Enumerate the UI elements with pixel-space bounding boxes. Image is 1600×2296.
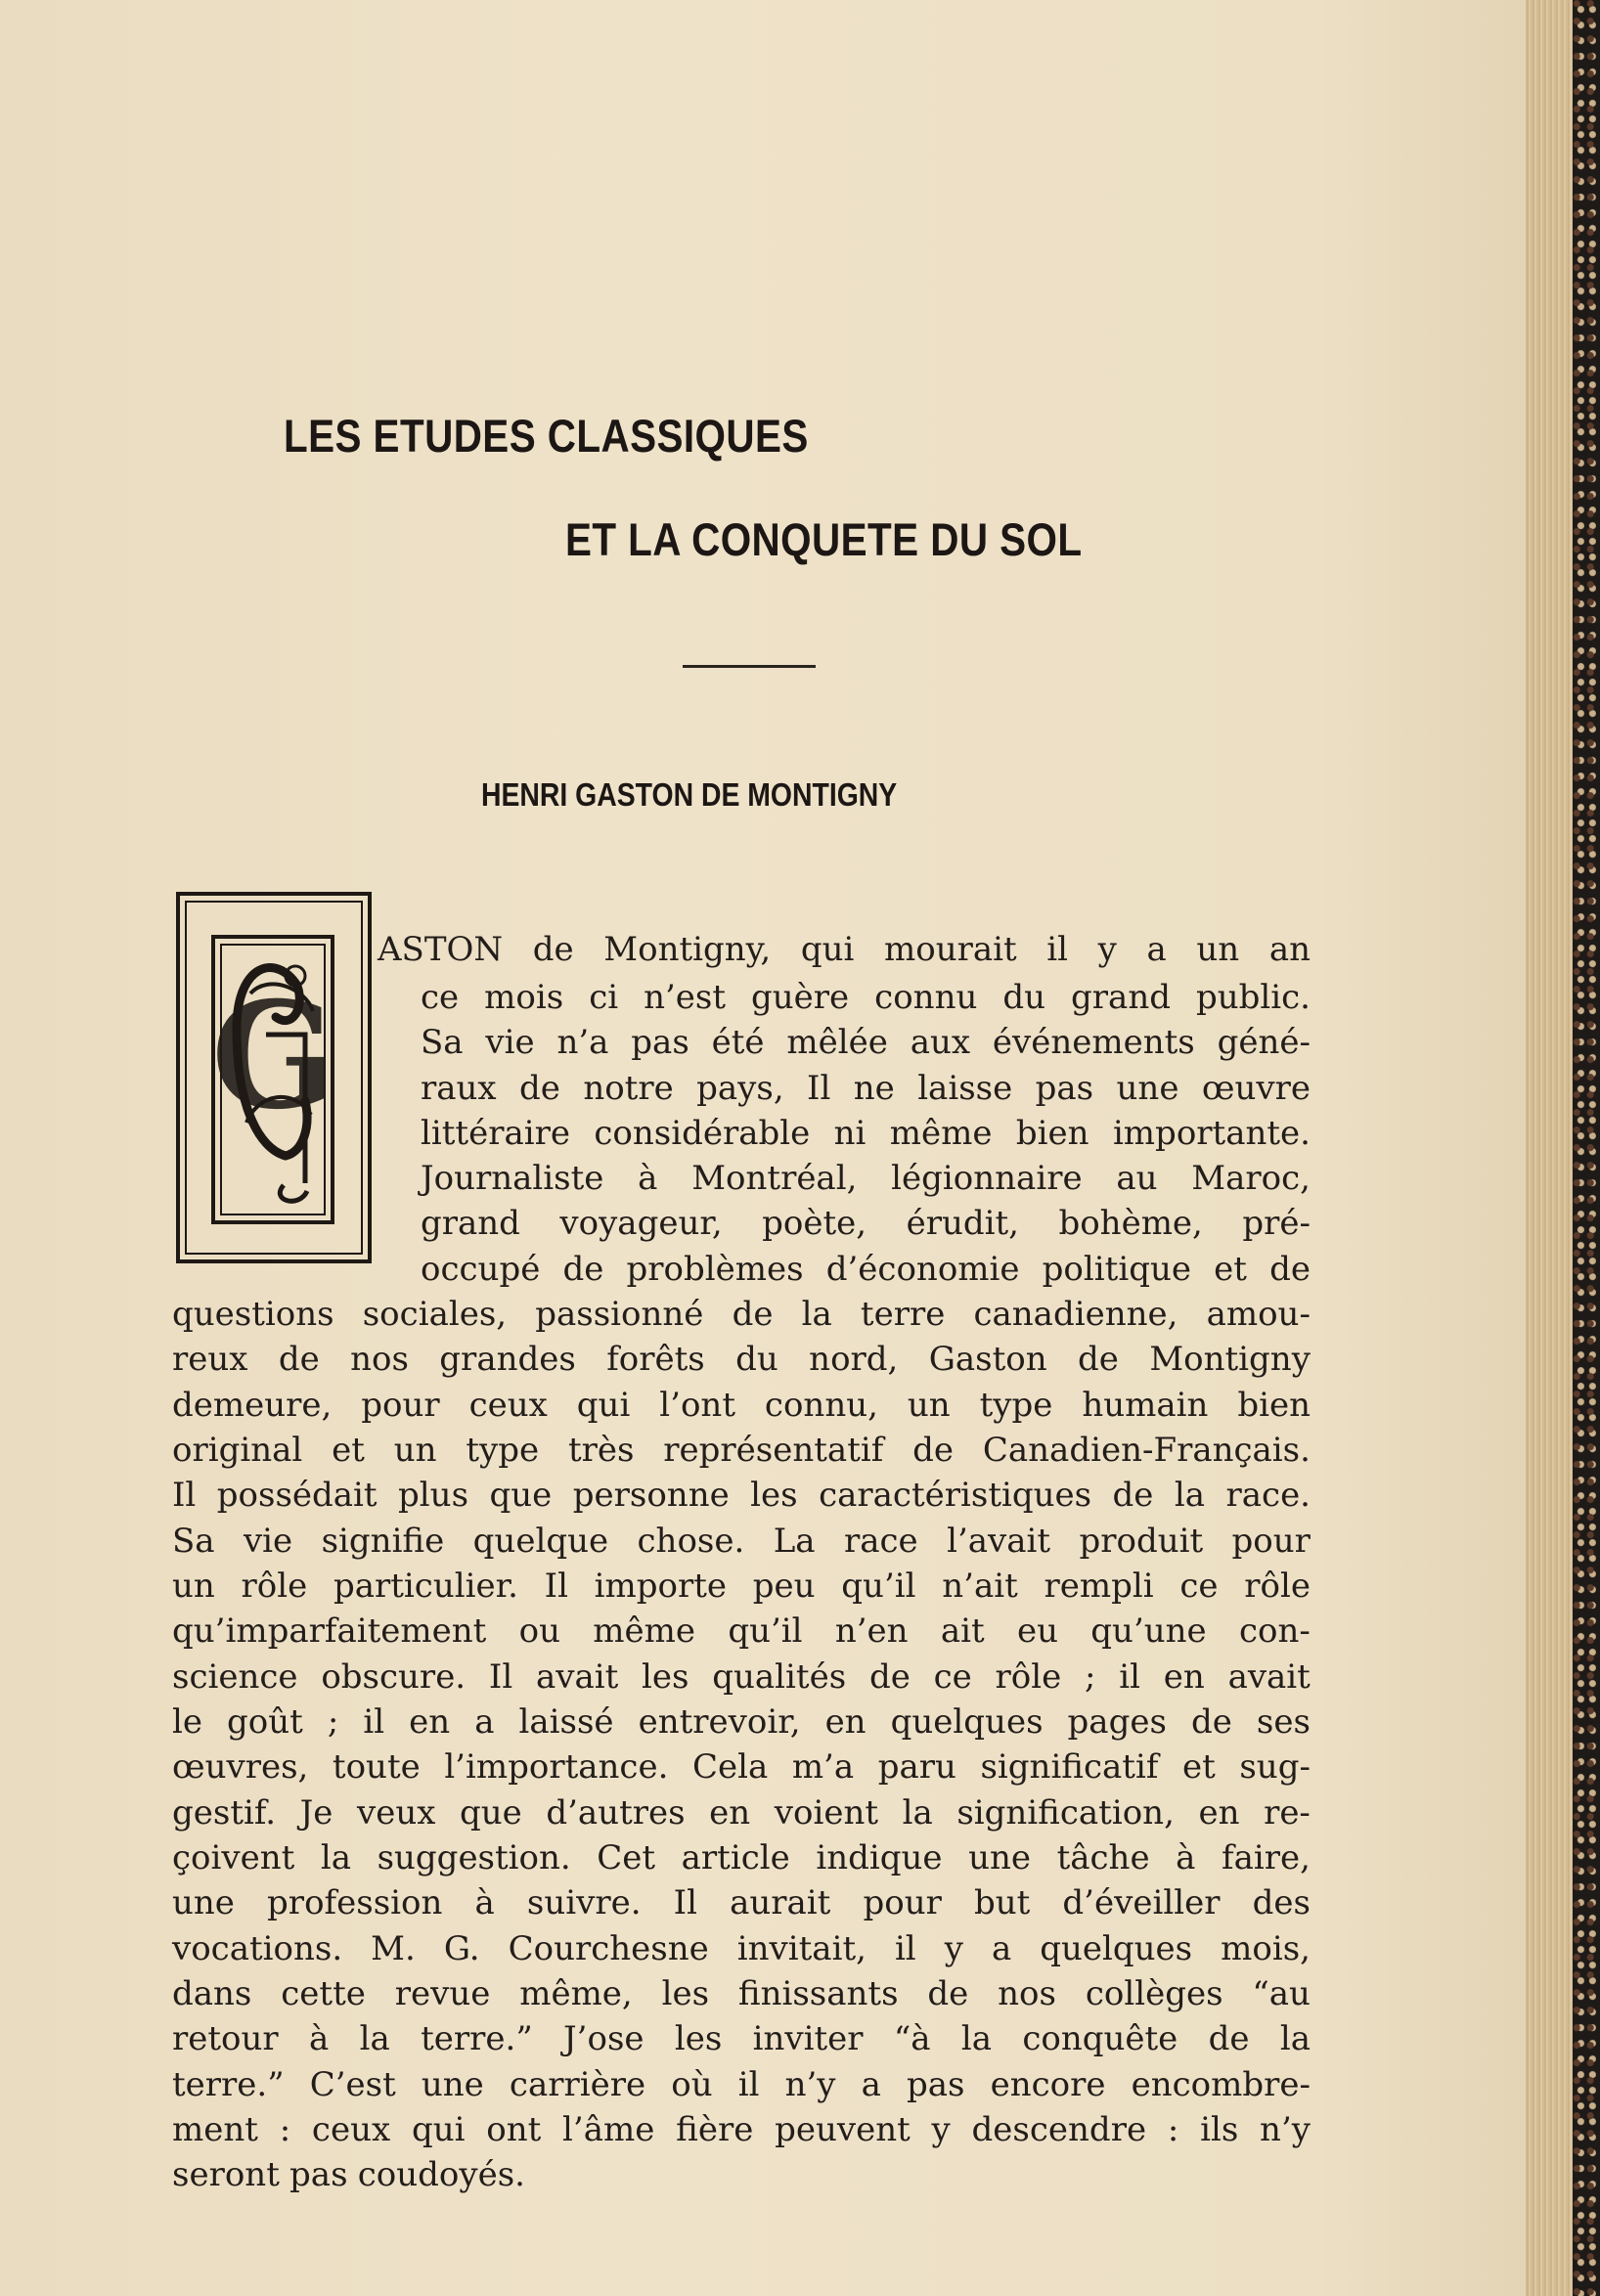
body-line: ASTON de Montigny, qui mourait il y a un an (378, 930, 1311, 969)
body-line: occupé de problèmes d’économie politique et de (421, 1250, 1311, 1289)
article-author: HENRI GASTON DE MONTIGNY (481, 776, 898, 813)
body-line: retour à la terre.” J’ose les inviter “à la conquête de la (172, 2019, 1311, 2058)
body-line: seront pas coudoyés. (172, 2155, 525, 2194)
body-line: vocations. M. G. Courchesne invitait, il y a quelques mois, (172, 1929, 1311, 1968)
body-line: grand voyageur, poète, érudit, bohème, pré- (421, 1204, 1311, 1243)
body-line: un rôle particulier. Il importe peu qu’il n’ait rempli ce rôle (172, 1567, 1311, 1606)
book-binding (1573, 0, 1600, 2296)
body-line: Journaliste à Montréal, légionnaire au Maroc, (421, 1159, 1311, 1198)
body-line: littéraire considérable ni même bien importante. (421, 1114, 1311, 1153)
title-divider (683, 665, 816, 668)
body-line: original et un type très représentatif de Canadien-Français. (172, 1431, 1311, 1470)
drop-cap-g-icon (176, 892, 372, 1263)
body-line: ce mois ci n’est guère connu du grand public. (421, 978, 1311, 1017)
body-line: reux de nos grandes forêts du nord, Gaston de Montigny (172, 1340, 1311, 1379)
body-line: terre.” C’est une carrière où il n’y a pas encore encombre- (172, 2065, 1311, 2104)
body-line: ment : ceux qui ont l’âme fière peuvent y descendre : ils n’y (172, 2110, 1311, 2149)
article-title-line-1: LES ETUDES CLASSIQUES (284, 410, 809, 462)
body-line: raux de notre pays, Il ne laisse pas une œuvre (421, 1069, 1311, 1108)
body-line: dans cette revue même, les finissants de nos collèges “au (172, 1974, 1311, 2013)
body-line: çoivent la suggestion. Cet article indique une tâche à faire, (172, 1838, 1311, 1877)
body-line: Sa vie signifie quelque chose. La race l’avait produit pour (172, 1522, 1311, 1561)
drop-cap-ornament (176, 892, 372, 1263)
body-line: le goût ; il en a laissé entrevoir, en quelques pages de ses (172, 1702, 1311, 1742)
body-line: une profession à suivre. Il aurait pour but d’éveiller des (172, 1883, 1311, 1922)
body-line: questions sociales, passionné de la terre canadienne, amou- (172, 1295, 1311, 1334)
page-edges (1526, 0, 1575, 2296)
article-title-line-2: ET LA CONQUETE DU SOL (565, 513, 1083, 565)
body-line: Il possédait plus que personne les caractéristiques de la race. (172, 1476, 1311, 1515)
body-line: œuvres, toute l’importance. Cela m’a paru significatif et sug- (172, 1747, 1311, 1787)
body-line: Sa vie n’a pas été mêlée aux événements géné- (421, 1023, 1311, 1062)
body-line: demeure, pour ceux qui l’ont connu, un type humain bien (172, 1386, 1311, 1425)
drop-cap-letter: G (210, 970, 337, 1142)
body-line: qu’imparfaitement ou même qu’il n’en ait eu qu’une con- (172, 1612, 1311, 1651)
body-line: science obscure. Il avait les qualités de ce rôle ; il en avait (172, 1657, 1311, 1697)
body-line: gestif. Je veux que d’autres en voient la signification, en re- (172, 1793, 1311, 1832)
